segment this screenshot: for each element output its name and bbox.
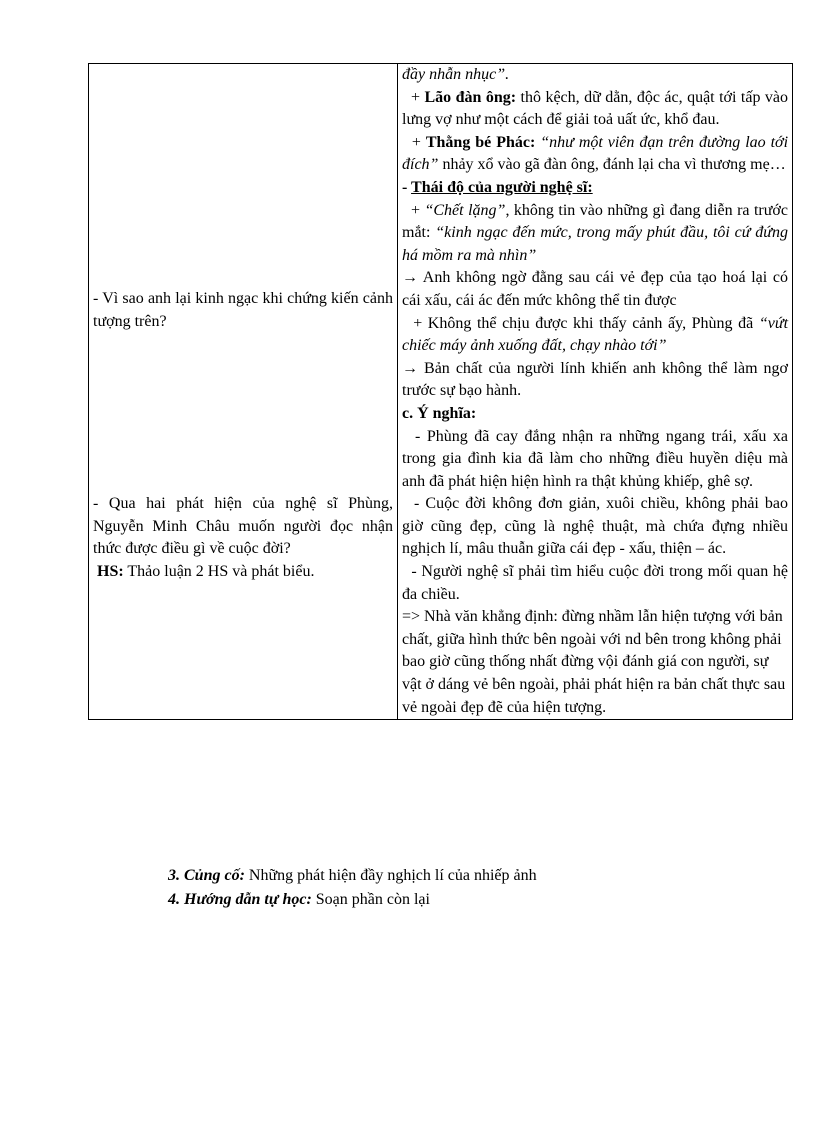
- phac-text: nhảy xổ vào gã đàn ông, đánh lại cha vì thương mẹ…: [438, 156, 786, 174]
- question-2: - Qua hai phát hiện của nghệ sĩ Phùng, Nguyễn Minh Châu muốn người đọc nhận thức được điều gì về cuộc đời?: [93, 495, 393, 558]
- meaning-4: => Nhà văn khẳng định: đừng nhầm lẫn hiện tượng với bản chất, giữa hình thức bên ngoài với nd bên trong không phải bao giờ cũng thống nhất đừng vội đánh giá con người, sự vật ở dáng vẻ bên ngoài, phải phát hiện ra bản chất thực sau vẻ ngoài đẹp đẽ của hiện tượng.: [402, 608, 786, 716]
- phac-label: Thằng bé Phác:: [425, 133, 536, 151]
- answer-conclusion-2: → Bản chất của người lính khiến anh không thể làm ngơ trước sự bạo hành.: [402, 359, 788, 400]
- meaning-2: - Cuộc đời không đơn giản, xuôi chiều, không phải bao giờ cũng đẹp, cũng là nghệ thuật, mà chứa đựng nhiều nghịch lí, mâu thuẫn giữa cái đẹp - xấu, thiện – ác.: [402, 495, 788, 558]
- item4-label: 4. Hướng dẫn tự học:: [168, 891, 312, 908]
- lesson-table: [88, 63, 793, 720]
- reaction-text: + Không thể chịu được khi thấy cảnh ấy, Phùng đã: [413, 314, 759, 332]
- section-c-heading: c. Ý nghĩa:: [402, 404, 477, 422]
- footer-item-3: [168, 864, 537, 888]
- answers-column: [398, 64, 793, 720]
- student-activity: [93, 561, 393, 584]
- answer-stunned: + “Chết lặng”, không tin vào những gì đang diễn ra trước mắt: “kinh ngạc đến mức, trong mấy phút đầu, tôi cứ đứng há mồm ra mà nhìn”: [402, 201, 789, 264]
- question-1: - Vì sao anh lại kinh ngạc khi chứng kiến cảnh tượng trên?: [93, 290, 393, 330]
- phac-quote: “như một viên đạn trên đường lao tới đích”: [402, 133, 789, 174]
- item4-text: Soạn phần còn lại: [311, 891, 430, 908]
- table-row: [89, 64, 793, 720]
- item3-label: 3. Củng cố:: [168, 867, 245, 884]
- answer-phac: + Thằng bé Phác: “như một viên đạn trên đường lao tới đích” nhảy xổ vào gã đàn ông, đánh lại cha vì thương mẹ…: [402, 133, 789, 174]
- questions-column: [89, 64, 398, 720]
- reaction-quote: “vứt chiếc máy ảnh xuống đất, chạy nhào tới”: [402, 314, 789, 355]
- meaning-3: - Người nghệ sĩ phải tìm hiểu cuộc đời trong mối quan hệ đa chiều.: [402, 563, 789, 603]
- answer-conclusion-1: → Anh không ngờ đằng sau cái vẻ đẹp của tạo hoá lại có cái xấu, cái ác đến mức không thể tin được: [402, 269, 788, 309]
- hs-label: HS:: [97, 562, 124, 580]
- answer-line-1: đầy nhẫn nhục”.: [402, 66, 510, 83]
- old-man-text: thô kệch, dữ dằn, độc ác, quật tới tấp vào lưng vợ như một cách để giải toả uất ức, khổ đau.: [402, 88, 789, 129]
- answer-reaction: [402, 313, 788, 358]
- item3-text: Những phát hiện đầy nghịch lí của nhiếp ảnh: [244, 867, 537, 884]
- attitude-heading: - Thái độ của người nghệ sĩ:: [402, 178, 593, 196]
- stunned-text: , không tin vào những gì đang diễn ra trước mắt:: [402, 201, 788, 242]
- old-man-label: Lão đàn ông:: [424, 88, 517, 106]
- meaning-1: - Phùng đã cay đắng nhận ra những ngang trái, xấu xa trong gia đình kia đã làm cho những điều huyền diệu mà anh đã phát hiện hiện hình ra thật khủng khiếp, ghê sợ.: [402, 427, 789, 490]
- stunned-quote: “kinh ngạc đến mức, trong mấy phút đầu, tôi cứ đứng há mồm ra mà nhìn”: [402, 224, 789, 264]
- footer-item-4: [168, 888, 537, 912]
- attitude-heading-text: Thái độ của người nghệ sĩ:: [411, 178, 593, 196]
- hs-text: Thảo luận 2 HS và phát biểu.: [123, 562, 315, 580]
- lesson-footer: [168, 864, 537, 912]
- stunned-label: “Chết lặng”: [424, 201, 506, 219]
- answer-old-man: + Lão đàn ông: thô kệch, dữ dằn, độc ác, quật tới tấp vào lưng vợ như một cách để giải toả uất ức, khổ đau.: [402, 88, 789, 129]
